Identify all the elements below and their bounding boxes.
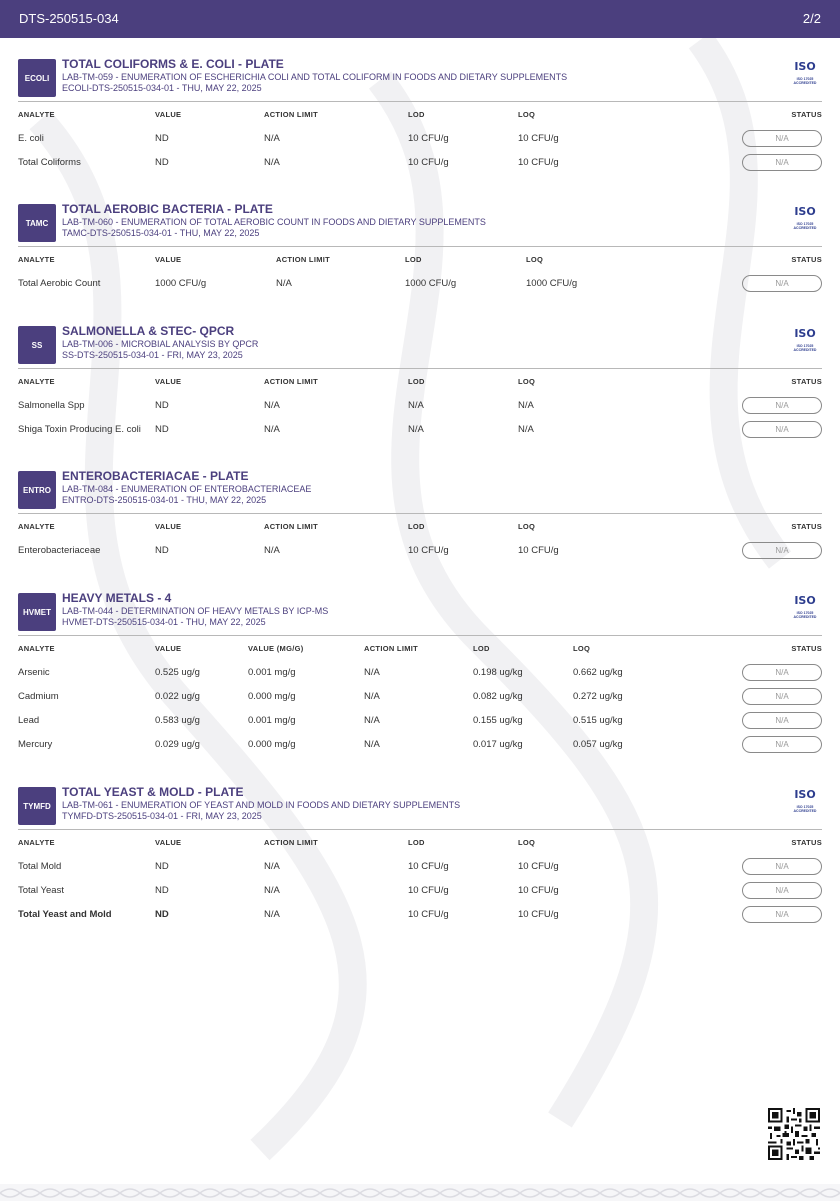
col-header: LOD bbox=[408, 376, 425, 386]
loq-cell: 0.057 ug/kg bbox=[573, 738, 623, 750]
results-table bbox=[18, 247, 822, 295]
value-cell: ND bbox=[155, 860, 169, 872]
col-header: ACTION LIMIT bbox=[264, 109, 319, 119]
value-cell: 0.583 ug/g bbox=[155, 714, 200, 726]
value-cell: ND bbox=[155, 544, 169, 556]
section-yeast-mold bbox=[18, 787, 822, 926]
lod-cell: 10 CFU/g bbox=[408, 132, 449, 144]
section-code-badge: TYMFD bbox=[18, 787, 56, 825]
value-cell: ND bbox=[155, 399, 169, 411]
lod-cell: 10 CFU/g bbox=[408, 908, 449, 920]
table-header-row bbox=[18, 636, 822, 660]
section-sample: SS-DTS-250515-034-01 - FRI, MAY 23, 2025 bbox=[62, 350, 243, 360]
status-badge: N/A bbox=[742, 275, 822, 292]
analyte-cell: Mercury bbox=[18, 738, 53, 750]
lod-cell: 10 CFU/g bbox=[408, 156, 449, 168]
section-code-badge: ENTRO bbox=[18, 471, 56, 509]
value-cell: 1000 CFU/g bbox=[155, 277, 207, 289]
lod-cell: 0.082 ug/kg bbox=[473, 690, 523, 702]
action-limit-cell: N/A bbox=[364, 714, 380, 726]
table-row bbox=[18, 878, 822, 902]
results-table bbox=[18, 514, 822, 562]
table-row bbox=[18, 660, 822, 684]
col-header: VALUE (MG/G) bbox=[248, 643, 304, 653]
status-badge: N/A bbox=[742, 542, 822, 559]
status-badge: N/A bbox=[742, 130, 822, 147]
table-row bbox=[18, 538, 822, 562]
col-header: ACTION LIMIT bbox=[264, 376, 319, 386]
col-header: ANALYTE bbox=[18, 837, 55, 847]
section-header bbox=[18, 471, 822, 514]
action-limit-cell: N/A bbox=[264, 399, 280, 411]
action-limit-cell: N/A bbox=[264, 132, 280, 144]
footer-decorative-band bbox=[0, 1184, 840, 1201]
section-title: TOTAL YEAST & MOLD - PLATE bbox=[62, 785, 244, 799]
lod-cell: N/A bbox=[408, 423, 424, 435]
table-header-row bbox=[18, 830, 822, 854]
results-table bbox=[18, 830, 822, 926]
table-header-row bbox=[18, 369, 822, 393]
section-title: ENTEROBACTERIACAE - PLATE bbox=[62, 469, 249, 483]
section-title: HEAVY METALS - 4 bbox=[62, 591, 172, 605]
action-limit-cell: N/A bbox=[276, 277, 292, 289]
analyte-cell: Total Aerobic Count bbox=[18, 277, 101, 289]
action-limit-cell: N/A bbox=[364, 738, 380, 750]
iso-accreditation-icon: ISO ISO 17025 ACCREDITED bbox=[793, 205, 817, 230]
section-code-badge: ECOLI bbox=[18, 59, 56, 97]
analyte-cell: Enterobacteriaceae bbox=[18, 544, 101, 556]
value-mg-cell: 0.000 mg/g bbox=[248, 738, 296, 750]
analyte-cell: Total Coliforms bbox=[18, 156, 81, 168]
section-code-badge: TAMC bbox=[18, 204, 56, 242]
iso-accreditation-icon: ISO ISO 17025 ACCREDITED bbox=[793, 327, 817, 352]
section-sample: TAMC-DTS-250515-034-01 - THU, MAY 22, 2025 bbox=[62, 228, 260, 238]
status-badge: N/A bbox=[742, 736, 822, 753]
section-enterobacteriaceae bbox=[18, 471, 822, 562]
page-number: 2/2 bbox=[802, 11, 821, 26]
status-badge: N/A bbox=[742, 154, 822, 171]
table-row bbox=[18, 854, 822, 878]
table-row bbox=[18, 150, 822, 174]
section-title: TOTAL COLIFORMS & E. COLI - PLATE bbox=[62, 57, 284, 71]
section-code-badge: HVMET bbox=[18, 593, 56, 631]
col-header: ANALYTE bbox=[18, 376, 55, 386]
action-limit-cell: N/A bbox=[264, 423, 280, 435]
table-header-row bbox=[18, 102, 822, 126]
loq-cell: 10 CFU/g bbox=[518, 544, 559, 556]
value-cell: 0.525 ug/g bbox=[155, 666, 200, 678]
section-method: LAB-TM-060 - ENUMERATION OF TOTAL AEROBIC COUNT IN FOODS AND DIETARY SUPPLEMENTS bbox=[62, 217, 486, 227]
analyte-cell: E. coli bbox=[18, 132, 44, 144]
section-code-badge: SS bbox=[18, 326, 56, 364]
analyte-cell: Total Yeast bbox=[18, 884, 64, 896]
col-header: ACTION LIMIT bbox=[264, 837, 319, 847]
analyte-cell: Cadmium bbox=[18, 690, 59, 702]
col-header: ANALYTE bbox=[18, 521, 55, 531]
lod-cell: 10 CFU/g bbox=[408, 544, 449, 556]
iso-accreditation-icon: ISO ISO 17025 ACCREDITED bbox=[793, 594, 817, 619]
col-header: VALUE bbox=[155, 109, 182, 119]
value-cell: 0.029 ug/g bbox=[155, 738, 200, 750]
action-limit-cell: N/A bbox=[264, 908, 280, 920]
analyte-cell: Shiga Toxin Producing E. coli bbox=[18, 423, 141, 435]
lod-cell: 1000 CFU/g bbox=[405, 277, 457, 289]
action-limit-cell: N/A bbox=[264, 544, 280, 556]
col-header: VALUE bbox=[155, 254, 182, 264]
table-header-row bbox=[18, 514, 822, 538]
status-badge: N/A bbox=[742, 906, 822, 923]
col-header: ANALYTE bbox=[18, 254, 55, 264]
col-header: STATUS bbox=[791, 521, 822, 531]
col-header: LOD bbox=[405, 254, 422, 264]
value-cell: ND bbox=[155, 884, 169, 896]
action-limit-cell: N/A bbox=[264, 884, 280, 896]
status-badge: N/A bbox=[742, 421, 822, 438]
section-method: LAB-TM-059 - ENUMERATION OF ESCHERICHIA COLI AND TOTAL COLIFORM IN FOODS AND DIETARY SUPPLEMENTS bbox=[62, 72, 568, 82]
table-row bbox=[18, 271, 822, 295]
col-header: ANALYTE bbox=[18, 643, 55, 653]
document-id: DTS-250515-034 bbox=[19, 11, 119, 26]
col-header: STATUS bbox=[791, 376, 822, 386]
action-limit-cell: N/A bbox=[264, 860, 280, 872]
table-row-total bbox=[18, 902, 822, 926]
section-method: LAB-TM-061 - ENUMERATION OF YEAST AND MOLD IN FOODS AND DIETARY SUPPLEMENTS bbox=[62, 800, 461, 810]
section-header bbox=[18, 593, 822, 636]
analyte-cell: Total Yeast and Mold bbox=[18, 908, 112, 920]
table-header-row bbox=[18, 247, 822, 271]
lod-cell: 10 CFU/g bbox=[408, 884, 449, 896]
col-header: LOD bbox=[408, 837, 425, 847]
section-header bbox=[18, 787, 822, 830]
iso-accreditation-icon: ISO ISO 17025 ACCREDITED bbox=[793, 788, 817, 813]
col-header: LOQ bbox=[518, 521, 536, 531]
col-header: LOQ bbox=[518, 376, 536, 386]
section-method: LAB-TM-006 - MICROBIAL ANALYSIS BY QPCR bbox=[62, 339, 259, 349]
section-salmonella-stec bbox=[18, 326, 822, 441]
table-row bbox=[18, 732, 822, 756]
loq-cell: N/A bbox=[518, 399, 534, 411]
value-mg-cell: 0.001 mg/g bbox=[248, 666, 296, 678]
col-header: LOQ bbox=[526, 254, 544, 264]
value-cell: 0.022 ug/g bbox=[155, 690, 200, 702]
col-header: VALUE bbox=[155, 521, 182, 531]
lod-cell: 10 CFU/g bbox=[408, 860, 449, 872]
col-header: VALUE bbox=[155, 376, 182, 386]
col-header: STATUS bbox=[791, 643, 822, 653]
loq-cell: 10 CFU/g bbox=[518, 156, 559, 168]
table-row bbox=[18, 393, 822, 417]
analyte-cell: Total Mold bbox=[18, 860, 62, 872]
section-method: LAB-TM-044 - DETERMINATION OF HEAVY METALS BY ICP-MS bbox=[62, 606, 329, 616]
col-header: ACTION LIMIT bbox=[264, 521, 319, 531]
status-badge: N/A bbox=[742, 664, 822, 681]
col-header: LOQ bbox=[573, 643, 591, 653]
table-row bbox=[18, 126, 822, 150]
col-header: ACTION LIMIT bbox=[276, 254, 331, 264]
iso-accreditation-icon: ISO ISO 17025 ACCREDITED bbox=[793, 60, 817, 85]
col-header: ACTION LIMIT bbox=[364, 643, 419, 653]
section-title: SALMONELLA & STEC- QPCR bbox=[62, 324, 235, 338]
section-heavy-metals bbox=[18, 593, 822, 756]
status-badge: N/A bbox=[742, 882, 822, 899]
col-header: STATUS bbox=[791, 109, 822, 119]
value-cell: ND bbox=[155, 132, 169, 144]
analyte-cell: Arsenic bbox=[18, 666, 50, 678]
section-coliforms bbox=[18, 59, 822, 174]
col-header: LOD bbox=[473, 643, 490, 653]
loq-cell: 10 CFU/g bbox=[518, 860, 559, 872]
section-header bbox=[18, 326, 822, 369]
value-mg-cell: 0.000 mg/g bbox=[248, 690, 296, 702]
section-aerobic-bacteria bbox=[18, 204, 822, 295]
section-sample: ECOLI-DTS-250515-034-01 - THU, MAY 22, 2025 bbox=[62, 83, 262, 93]
col-header: LOD bbox=[408, 109, 425, 119]
section-method: LAB-TM-084 - ENUMERATION OF ENTEROBACTERIACEAE bbox=[62, 484, 312, 494]
value-cell: ND bbox=[155, 908, 169, 920]
section-title: TOTAL AEROBIC BACTERIA - PLATE bbox=[62, 202, 273, 216]
status-badge: N/A bbox=[742, 858, 822, 875]
table-row bbox=[18, 708, 822, 732]
loq-cell: N/A bbox=[518, 423, 534, 435]
col-header: LOQ bbox=[518, 109, 536, 119]
value-mg-cell: 0.001 mg/g bbox=[248, 714, 296, 726]
lod-cell: 0.155 ug/kg bbox=[473, 714, 523, 726]
loq-cell: 0.272 ug/kg bbox=[573, 690, 623, 702]
loq-cell: 0.515 ug/kg bbox=[573, 714, 623, 726]
table-row bbox=[18, 684, 822, 708]
status-badge: N/A bbox=[742, 397, 822, 414]
loq-cell: 0.662 ug/kg bbox=[573, 666, 623, 678]
results-table bbox=[18, 636, 822, 756]
loq-cell: 10 CFU/g bbox=[518, 908, 559, 920]
loq-cell: 10 CFU/g bbox=[518, 884, 559, 896]
lod-cell: 0.017 ug/kg bbox=[473, 738, 523, 750]
section-header bbox=[18, 204, 822, 247]
col-header: STATUS bbox=[791, 254, 822, 264]
status-badge: N/A bbox=[742, 712, 822, 729]
loq-cell: 1000 CFU/g bbox=[526, 277, 578, 289]
qr-code-icon[interactable] bbox=[768, 1108, 820, 1160]
value-cell: ND bbox=[155, 156, 169, 168]
table-row bbox=[18, 417, 822, 441]
lod-cell: N/A bbox=[408, 399, 424, 411]
section-header bbox=[18, 59, 822, 102]
results-table bbox=[18, 102, 822, 174]
lod-cell: 0.198 ug/kg bbox=[473, 666, 523, 678]
header-bar bbox=[0, 0, 840, 38]
col-header: LOQ bbox=[518, 837, 536, 847]
section-sample: ENTRO-DTS-250515-034-01 - THU, MAY 22, 2025 bbox=[62, 495, 267, 505]
action-limit-cell: N/A bbox=[264, 156, 280, 168]
action-limit-cell: N/A bbox=[364, 690, 380, 702]
col-header: ANALYTE bbox=[18, 109, 55, 119]
analyte-cell: Lead bbox=[18, 714, 40, 726]
col-header: VALUE bbox=[155, 837, 182, 847]
action-limit-cell: N/A bbox=[364, 666, 380, 678]
status-badge: N/A bbox=[742, 688, 822, 705]
col-header: STATUS bbox=[791, 837, 822, 847]
loq-cell: 10 CFU/g bbox=[518, 132, 559, 144]
value-cell: ND bbox=[155, 423, 169, 435]
results-table bbox=[18, 369, 822, 441]
analyte-cell: Salmonella Spp bbox=[18, 399, 85, 411]
section-sample: HVMET-DTS-250515-034-01 - THU, MAY 22, 2025 bbox=[62, 617, 266, 627]
col-header: LOD bbox=[408, 521, 425, 531]
section-sample: TYMFD-DTS-250515-034-01 - FRI, MAY 23, 2025 bbox=[62, 811, 262, 821]
col-header: VALUE bbox=[155, 643, 182, 653]
